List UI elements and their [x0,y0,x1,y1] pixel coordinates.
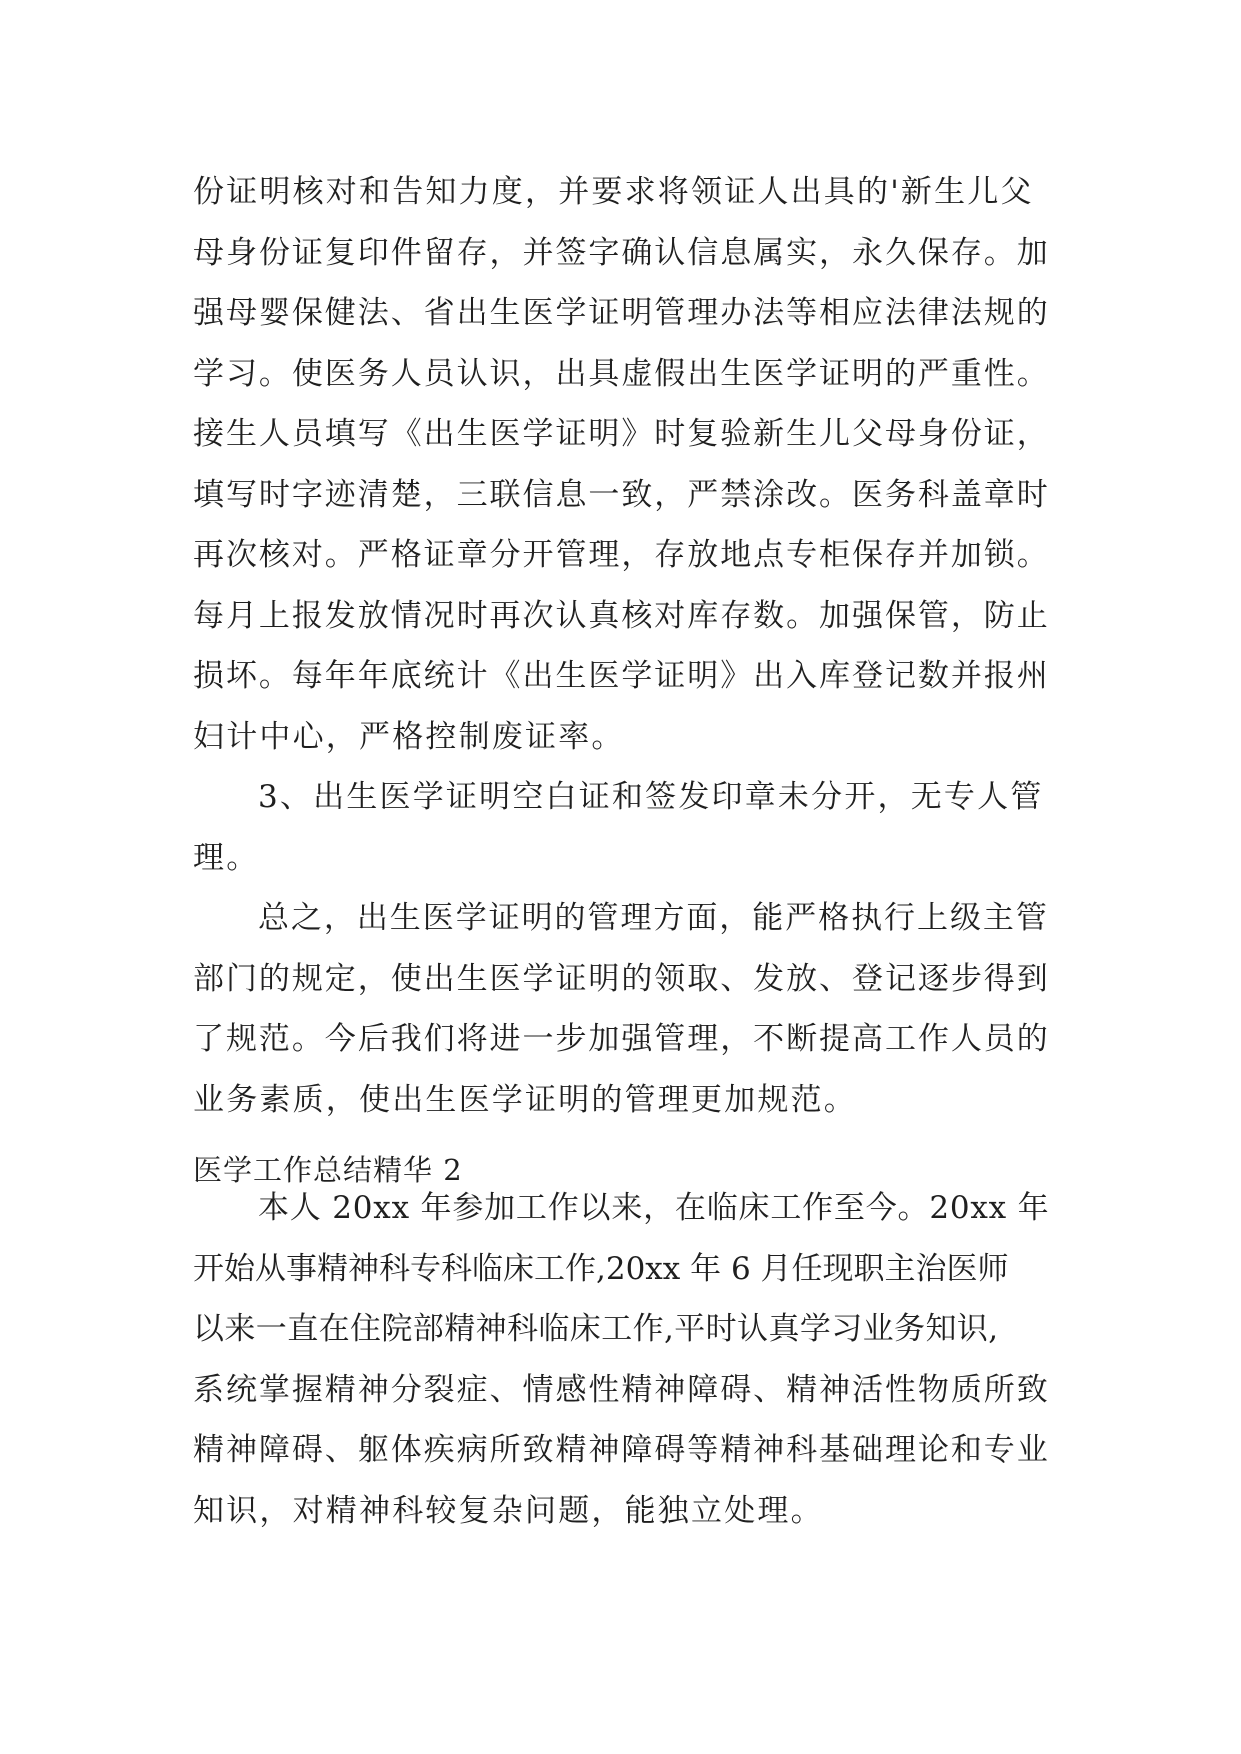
paragraph-line: 填写时字迹清楚，三联信息一致，严禁涂改。医务科盖章时 [193,476,1050,513]
paragraph-line: 每月上报发放情况时再次认真核对库存数。加强保管，防止 [193,597,1050,634]
paragraph-line: 学习。使医务人员认识，出具虚假出生医学证明的严重性。 [193,355,1050,392]
paragraph-line: 开始从事精神科专科临床工作,20xx 年 6 月任现职主治医师 [193,1250,1009,1287]
section-heading: 医学工作总结精华 2 [193,1153,463,1187]
summary-line: 部门的规定，使出生医学证明的领取、发放、登记逐步得到 [193,960,1050,997]
paragraph-line: 损坏。每年年底统计《出生医学证明》出入库登记数并报州 [193,658,1050,694]
paragraph-line: 以来一直在住院部精神科临床工作,平时认真学习业务知识, [193,1311,999,1347]
summary-line: 业务素质，使出生医学证明的管理更加规范。 [193,1081,857,1118]
item-3-line: 理。 [193,839,260,876]
item-3-line: 3、出生医学证明空白证和签发印章未分开，无专人管 [258,779,1044,815]
summary-line: 总之，出生医学证明的管理方面，能严格执行上级主管 [258,900,1049,936]
paragraph-line: 本人 20xx 年参加工作以来，在临床工作至今。20xx 年 [258,1190,1050,1226]
paragraph-line: 份证明核对和告知力度，并要求将领证人出具的'新生儿父 [193,174,1034,210]
document-body-part-2 [193,1178,1053,1541]
paragraph-line: 妇计中心，严格控制废证率。 [193,718,625,755]
paragraph-line: 强母婴保健法、省出生医学证明管理办法等相应法律法规的 [193,295,1050,331]
paragraph-line: 精神障碍、躯体疾病所致精神障碍等精神科基础理论和专业 [193,1432,1050,1468]
paragraph-line: 知识，对精神科较复杂问题，能独立处理。 [193,1492,824,1529]
paragraph-line: 再次核对。严格证章分开管理，存放地点专柜保存并加锁。 [193,537,1050,573]
document-body-part-1 [193,162,1053,1130]
paragraph-line: 系统掌握精神分裂症、情感性精神障碍、精神活性物质所致 [193,1371,1050,1408]
paragraph-line: 母身份证复印件留存，并签字确认信息属实，永久保存。加 [193,234,1050,271]
summary-line: 了规范。今后我们将进一步加强管理，不断提高工作人员的 [193,1021,1050,1057]
paragraph-line: 接生人员填写《出生医学证明》时复验新生儿父母身份证， [193,416,1050,452]
